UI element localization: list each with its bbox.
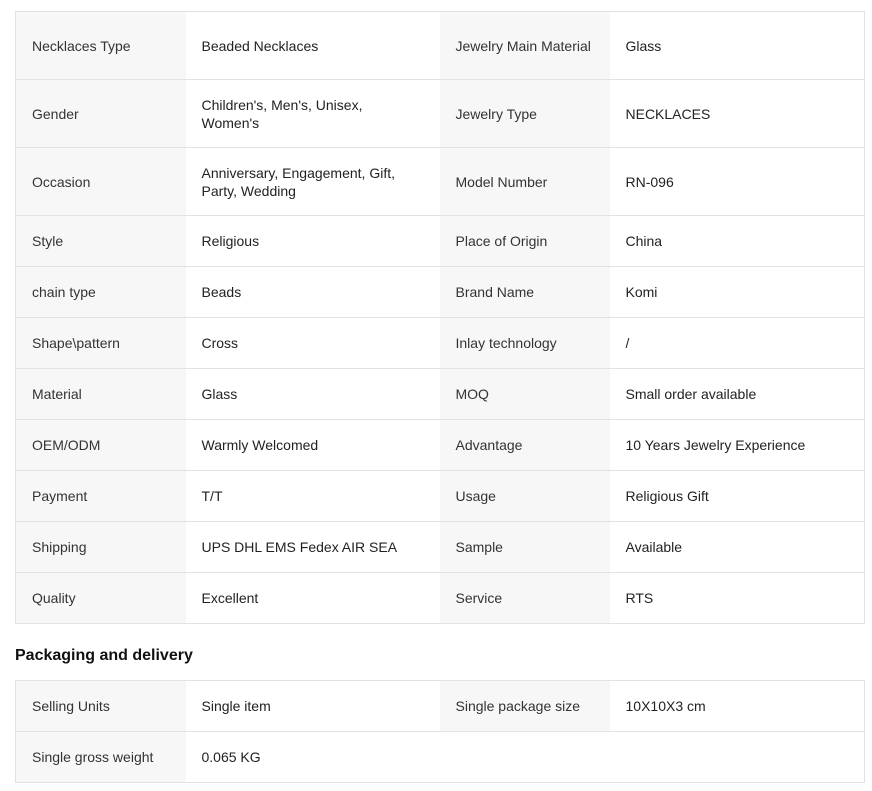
attribute-label: Payment bbox=[16, 471, 186, 522]
attribute-value: Anniversary, Engagement, Gift, Party, Wedding bbox=[186, 148, 440, 216]
table-row bbox=[16, 573, 865, 624]
attribute-value: Religious Gift bbox=[610, 471, 865, 522]
table-row bbox=[16, 80, 865, 148]
attribute-value: NECKLACES bbox=[610, 80, 865, 148]
attribute-label: Occasion bbox=[16, 148, 186, 216]
attribute-value: Komi bbox=[610, 267, 865, 318]
attribute-label: MOQ bbox=[440, 369, 610, 420]
table-row bbox=[16, 471, 865, 522]
attributes-table bbox=[15, 11, 865, 624]
attribute-value: Warmly Welcomed bbox=[186, 420, 440, 471]
empty-cell bbox=[440, 732, 610, 783]
table-row bbox=[16, 522, 865, 573]
table-row bbox=[16, 318, 865, 369]
attribute-value: Single item bbox=[186, 681, 440, 732]
attribute-label: Inlay technology bbox=[440, 318, 610, 369]
table-row bbox=[16, 681, 865, 732]
packaging-section-title: Packaging and delivery bbox=[15, 647, 193, 664]
attribute-value: Glass bbox=[186, 369, 440, 420]
attribute-value: China bbox=[610, 216, 865, 267]
attribute-label: Model Number bbox=[440, 148, 610, 216]
attribute-label: OEM/ODM bbox=[16, 420, 186, 471]
attribute-label: Selling Units bbox=[16, 681, 186, 732]
attribute-value: RN-096 bbox=[610, 148, 865, 216]
table-row bbox=[16, 267, 865, 318]
attribute-label: Brand Name bbox=[440, 267, 610, 318]
attribute-value: Cross bbox=[186, 318, 440, 369]
table-row bbox=[16, 732, 865, 783]
attribute-label: Material bbox=[16, 369, 186, 420]
attribute-label: Quality bbox=[16, 573, 186, 624]
attribute-value: UPS DHL EMS Fedex AIR SEA bbox=[186, 522, 440, 573]
attribute-label: Jewelry Type bbox=[440, 80, 610, 148]
empty-cell bbox=[610, 732, 865, 783]
attribute-value: Beads bbox=[186, 267, 440, 318]
attribute-value: 10 Years Jewelry Experience bbox=[610, 420, 865, 471]
table-row bbox=[16, 148, 865, 216]
table-row bbox=[16, 369, 865, 420]
table-row bbox=[16, 216, 865, 267]
attribute-value: Available bbox=[610, 522, 865, 573]
attribute-value: / bbox=[610, 318, 865, 369]
attribute-value: RTS bbox=[610, 573, 865, 624]
attribute-label: chain type bbox=[16, 267, 186, 318]
attribute-label: Necklaces Type bbox=[16, 12, 186, 80]
attribute-label: Single package size bbox=[440, 681, 610, 732]
attribute-value: Glass bbox=[610, 12, 865, 80]
attribute-value: 0.065 KG bbox=[186, 732, 440, 783]
table-row bbox=[16, 420, 865, 471]
attribute-value: Small order available bbox=[610, 369, 865, 420]
attribute-label: Sample bbox=[440, 522, 610, 573]
attribute-value: Religious bbox=[186, 216, 440, 267]
attribute-label: Usage bbox=[440, 471, 610, 522]
attribute-value: Beaded Necklaces bbox=[186, 12, 440, 80]
attribute-label: Style bbox=[16, 216, 186, 267]
attribute-value: T/T bbox=[186, 471, 440, 522]
attribute-label: Single gross weight bbox=[16, 732, 186, 783]
attribute-label: Service bbox=[440, 573, 610, 624]
attribute-value: 10X10X3 cm bbox=[610, 681, 865, 732]
attribute-label: Shape\pattern bbox=[16, 318, 186, 369]
attribute-value: Children's, Men's, Unisex, Women's bbox=[186, 80, 440, 148]
attribute-value: Excellent bbox=[186, 573, 440, 624]
attribute-label: Advantage bbox=[440, 420, 610, 471]
attribute-label: Place of Origin bbox=[440, 216, 610, 267]
attribute-label: Shipping bbox=[16, 522, 186, 573]
attribute-label: Jewelry Main Material bbox=[440, 12, 610, 80]
attribute-label: Gender bbox=[16, 80, 186, 148]
packaging-table bbox=[15, 680, 865, 783]
table-row bbox=[16, 12, 865, 80]
